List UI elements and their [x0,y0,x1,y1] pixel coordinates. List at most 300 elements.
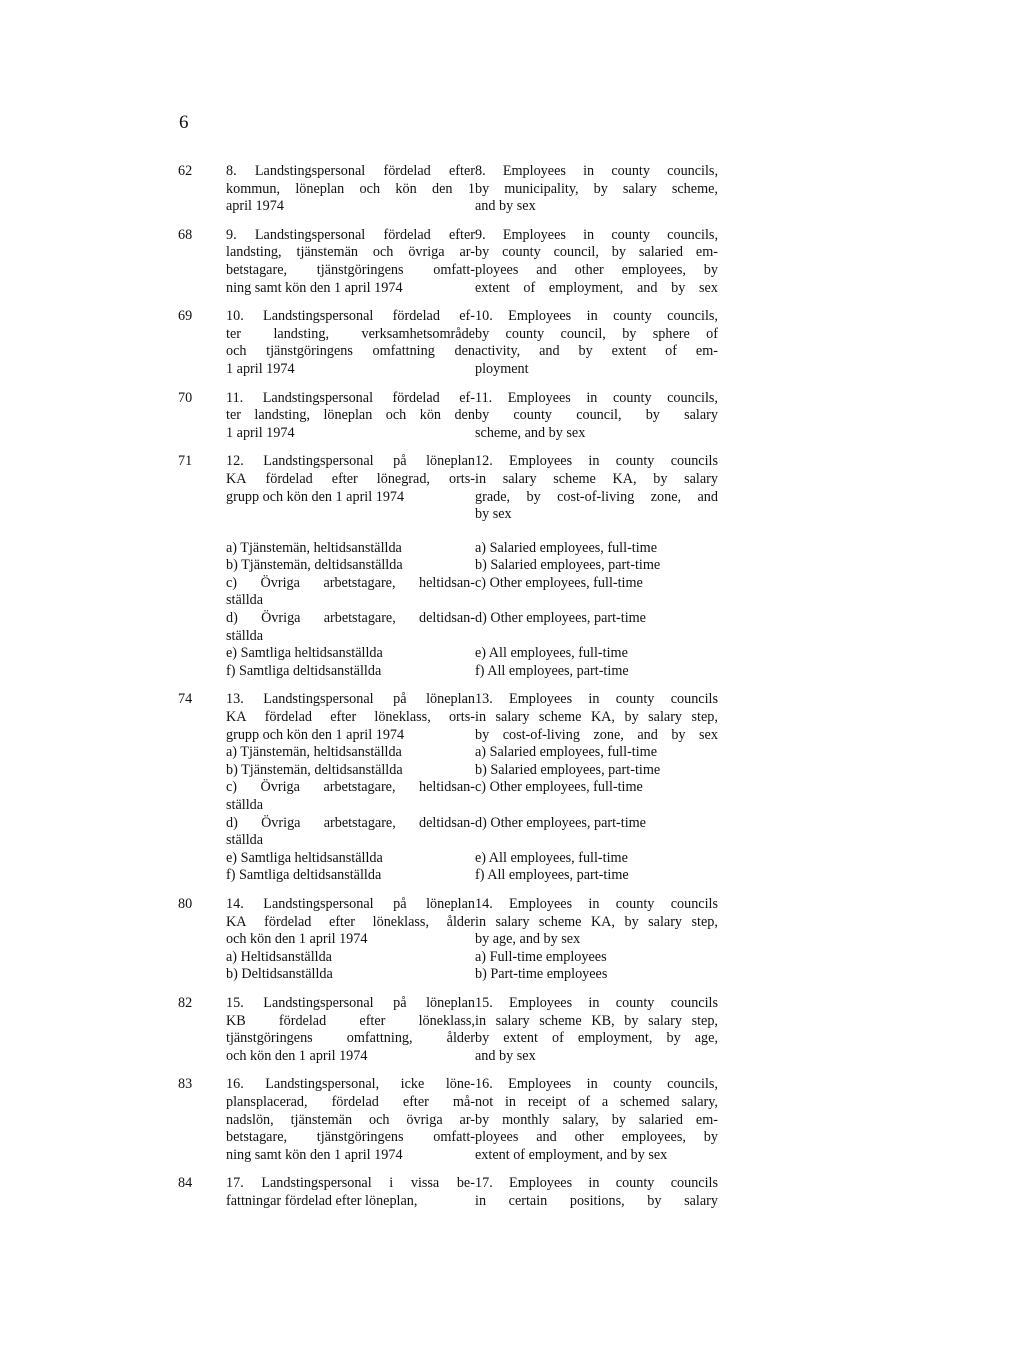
toc-line: april 1974 [226,198,284,215]
toc-word: efter [359,1012,386,1029]
toc-page-ref: 71 [178,453,193,470]
toc-word: by [671,279,686,296]
toc-line: a) Tjänstemän, heltidsanställda [226,539,402,556]
toc-word: schemed [619,1093,670,1110]
toc-line [475,181,718,199]
toc-word: in [475,709,487,726]
toc-line [475,1112,718,1130]
toc-line [226,262,475,280]
toc-word: by [475,180,490,197]
toc-line [226,914,475,932]
toc-word: in [475,1012,487,1029]
toc-line [226,163,475,181]
toc-word: heltidsan- [419,574,475,591]
toc-line [226,453,475,471]
toc-word: councils [670,994,718,1011]
toc-line [475,995,718,1013]
toc-word: ålder [446,1030,475,1047]
toc-word: löneplan [323,407,373,424]
toc-word: by [475,1111,490,1128]
toc-word: c) [226,779,238,796]
toc-line [226,1112,475,1130]
toc-entry-swedish [226,896,475,984]
toc-word: d) [226,814,238,831]
toc-word: fördelad [264,709,312,726]
toc-line: ployment [475,360,529,377]
toc-line: fattningar fördelad efter löneplan, [226,1192,418,1209]
toc-line [475,832,718,850]
toc-word: salary [495,913,530,930]
toc-line [475,390,718,408]
toc-word: Övriga [260,779,300,796]
toc-word: Employees [502,226,566,243]
toc-word: och [359,180,381,197]
toc-word: Employees [502,163,566,179]
toc-line [475,1129,718,1147]
toc-word: på [393,691,407,708]
toc-line: 1 april 1974 [226,360,295,377]
toc-line: d) Other employees, part-time [475,814,646,831]
toc-word: by [653,470,668,487]
toc-word: nadslön, [226,1111,274,1128]
toc-line [226,407,475,425]
toc-word: sphere [652,325,690,342]
toc-line: f) Samtliga deltidsanställda [226,662,382,679]
toc-word: municipality, [504,180,579,197]
toc-word: by [611,244,626,261]
toc-word: kommun, [226,180,280,197]
toc-line [226,1094,475,1112]
toc-word: councils, [667,226,718,243]
toc-word: deltidsan- [419,814,475,831]
toc-word: scheme [538,709,582,726]
toc-line: e) Samtliga heltidsanställda [226,645,383,662]
toc-word: Landstingspersonal [262,389,374,406]
toc-line: ning samt kön den 1 april 1974 [226,279,403,296]
toc-word: in [588,895,600,912]
toc-word: omfattning [372,343,435,360]
toc-word: by [624,709,639,726]
toc-line [226,691,475,709]
toc-word: på [393,994,407,1011]
toc-word: salary, [681,1093,718,1110]
toc-word: in [586,1076,598,1093]
toc-entry-swedish [226,308,475,378]
toc-line [475,914,718,932]
toc-word: 15. [226,994,244,1011]
toc-word: 8. [226,163,237,179]
toc-line: a) Salaried employees, full-time [475,744,658,761]
toc-entry-swedish [226,390,475,443]
toc-line [475,471,718,489]
toc-line [475,453,718,471]
toc-line [475,227,718,245]
toc-line: f) All employees, part-time [475,867,629,884]
toc-word: och [372,244,394,261]
toc-word: council, [553,244,599,261]
toc-word: löneklass, [372,913,430,930]
toc-entry-english [475,995,718,1065]
toc-word: cost-of-living [502,726,580,743]
toc-line [226,896,475,914]
toc-word: scheme [538,913,582,930]
toc-word: 12. [226,453,244,470]
toc-word: 10. [226,308,244,325]
toc-word: by [475,407,490,424]
toc-line [475,163,718,181]
toc-word: by [666,1030,681,1047]
toc-word: em- [695,1111,718,1128]
toc-word: löneplan [426,994,475,1011]
toc-word: county [615,994,655,1011]
toc-row [178,453,718,523]
toc-line: a) Salaried employees, full-time [475,539,658,556]
toc-line [226,308,475,326]
toc-word: by [475,325,490,342]
toc-line [475,407,718,425]
toc-entry-english [475,1076,718,1164]
toc-word: på [393,895,407,912]
toc-word: Employees [507,389,571,406]
toc-word: tjänstgöringens [266,343,353,360]
toc-page-ref: 69 [178,308,193,325]
toc-word: county [513,407,552,424]
toc-page-ref: 68 [178,226,193,243]
toc-line: ställda [226,832,264,849]
toc-word: lönegrad, [376,470,430,487]
toc-line [475,343,718,361]
toc-word: ployees [475,261,519,278]
toc-word: county [613,1076,652,1093]
toc-line [226,995,475,1013]
toc-word: employees, [621,1129,686,1146]
toc-word: Employees [508,1076,572,1093]
toc-page-ref: 82 [178,994,193,1011]
toc-line [475,592,718,610]
toc-word: kön [395,180,417,197]
toc-page-ref: 62 [178,163,193,179]
toc-word: county [505,325,545,342]
row-spacer [178,524,718,540]
toc-line [226,1030,475,1048]
toc-word: county [615,691,655,708]
toc-row [178,540,718,681]
toc-word: salary [648,913,683,930]
toc-line [475,1094,718,1112]
toc-row [178,227,718,297]
toc-word: KA, [612,470,637,487]
toc-word: salary, [562,1111,599,1128]
toc-word: kön [419,407,441,424]
toc-word: cost-of-living [557,488,635,505]
toc-row [178,1076,718,1164]
toc-word: Landstingspersonal [263,895,374,912]
toc-word: KB [226,1012,246,1029]
toc-word: och [385,407,407,424]
toc-word: in [588,691,600,708]
toc-line [475,308,718,326]
toc-word: in [586,389,598,406]
row-spacer [178,984,718,995]
toc-word: by [703,1129,718,1146]
toc-line [475,262,718,280]
toc-word: 13. [475,691,493,708]
toc-word: positions, [569,1192,625,1209]
toc-line [475,1076,718,1094]
toc-word: tjänstgöringens [226,1030,313,1047]
toc-word: 16. [226,1076,244,1093]
toc-line [475,727,718,745]
toc-word: by [611,1111,626,1128]
toc-entry-english [475,691,718,885]
toc-word: 14. [226,895,244,912]
toc-line [226,779,475,797]
toc-word: by [703,261,718,278]
toc-word: councils, [667,308,718,325]
toc-word: scheme [539,1012,582,1029]
toc-word: Landstingspersonal [263,994,374,1011]
toc-line [226,1129,475,1147]
toc-entry-english [475,390,718,443]
toc-line [475,797,718,815]
toc-word: verksamhetsområde [361,325,475,342]
toc-line [226,471,475,489]
toc-word: salary [495,1012,530,1029]
toc-word: in [583,226,595,243]
toc-word: tjänstgöringens [316,1129,404,1146]
toc-word: Employees [509,994,573,1011]
toc-word: löneklass, [418,1012,475,1029]
toc-word: councils, [667,389,718,406]
toc-word: efter [449,226,475,243]
toc-word: salaried [638,1111,683,1128]
toc-word: salary [502,470,537,487]
toc-line: by age, and by sex [475,931,581,948]
toc-word: extent [503,1030,538,1047]
row-spacer [178,885,718,896]
toc-line: f) Samtliga deltidsanställda [226,867,382,884]
toc-word: zone, [650,488,682,505]
toc-line [226,343,475,361]
toc-line [475,326,718,344]
toc-word: Landstingspersonal [263,453,374,470]
row-spacer [178,216,718,227]
toc-word: KA, [590,709,615,726]
toc-word: councils [670,453,718,470]
toc-line [226,610,475,628]
toc-word: 11. [475,389,493,406]
toc-word: vissa [410,1175,440,1192]
toc-word: 9. [475,226,486,243]
toc-entry-swedish [226,163,475,216]
toc-word: salary [684,407,718,424]
toc-page-ref: 74 [178,691,193,708]
toc-row [178,691,718,885]
toc-line [475,1013,718,1031]
toc-word: ålder [446,913,475,930]
toc-word: salary [648,1012,682,1029]
toc-word: other [574,261,604,278]
toc-line [475,280,718,298]
toc-line: ning samt kön den 1 april 1974 [226,1146,403,1163]
toc-word: KA [226,709,247,726]
toc-word: löne- [445,1076,475,1093]
toc-word: betstagare, [226,1129,288,1146]
toc-word: omfatt- [433,1129,475,1146]
row-spacer [178,442,718,453]
toc-word: in [475,913,487,930]
toc-row [178,163,718,216]
toc-word: löneplan [426,895,475,912]
toc-entry-swedish [226,1076,475,1164]
toc-entry-swedish [226,227,475,297]
toc-word: Employees [509,895,573,912]
toc-line: and by sex [475,1047,536,1064]
toc-page-ref: 80 [178,895,193,912]
toc-word: councils [670,895,718,912]
toc-word: by [578,343,593,360]
toc-word: of [578,1093,591,1110]
toc-word: arbetstagare, [323,779,396,796]
toc-word: den [432,180,453,197]
toc-word: 1 [467,180,475,197]
toc-word: by [624,913,639,930]
toc-entry-english [475,308,718,378]
toc-word: efter [449,163,475,179]
toc-word: deltidsan- [419,610,475,627]
toc-word: KB, [591,1012,615,1029]
toc-word: county [502,244,541,261]
toc-word: efter [402,1093,429,1110]
toc-word: age, [694,1030,718,1047]
toc-line [475,1193,718,1211]
toc-word: Landstingspersonal [263,691,374,708]
toc-entry-english [475,227,718,297]
toc-word: employees, [621,261,686,278]
toc-line: c) Other employees, full-time [475,779,643,796]
toc-entry-english [475,896,718,984]
toc-word: scheme [553,470,596,487]
toc-page-ref: 83 [178,1076,193,1093]
toc-row [178,308,718,378]
toc-word: fördelad [278,1012,327,1029]
toc-line [226,1076,475,1094]
row-spacer [178,1164,718,1175]
toc-word: councils [670,1175,718,1192]
toc-word: ter [226,325,241,342]
toc-word: in [588,1175,600,1192]
toc-entry-swedish [226,1175,475,1210]
row-spacer [178,680,718,691]
toc-line [475,896,718,914]
toc-word: em- [695,244,718,261]
toc-word: salary [684,1192,718,1209]
toc-line [226,1013,475,1031]
toc-word: in [504,1093,516,1110]
toc-word: in [586,308,598,325]
toc-entry-english [475,540,718,681]
toc-line [226,709,475,727]
toc-word: extent [475,279,510,296]
toc-word: den [454,407,475,424]
toc-line: grupp och kön den 1 april 1974 [226,488,405,505]
toc-word: by [593,180,608,197]
toc-word: den [454,343,475,360]
toc-line [226,227,475,245]
toc-word: och [368,1111,390,1128]
toc-word: 11. [226,389,244,406]
toc-word: certain [508,1192,548,1209]
toc-word: and [539,343,560,360]
toc-row [178,1175,718,1210]
toc-word: a [601,1093,609,1110]
toc-word: ar- [459,244,475,261]
toc-word: d) [226,610,238,627]
toc-word: activity, [475,343,521,360]
toc-word: by [647,1192,662,1209]
toc-word: in [588,994,600,1011]
toc-line: e) All employees, full-time [475,645,628,662]
toc-word: Employees [509,1175,573,1192]
toc-line [226,390,475,408]
toc-word: fördelad [383,226,431,243]
toc-word: county [612,389,652,406]
toc-word: salaried [638,244,683,261]
toc-word: zone, [593,726,624,743]
toc-word: extent [611,343,647,360]
toc-word: Employees [508,308,572,325]
toc-word: ef- [459,308,475,325]
toc-word: employment, [548,279,624,296]
toc-page-ref: 84 [178,1175,193,1192]
toc-word: scheme, [671,180,718,197]
toc-line [475,244,718,262]
toc-entry-swedish [226,540,475,681]
toc-word: tjänstemän [290,1111,353,1128]
toc-line: d) Other employees, part-time [475,610,646,627]
toc-word: council, [560,325,606,342]
toc-word: omfattning, [346,1030,413,1047]
toc-page-ref: 70 [178,389,193,406]
toc-word: county [615,453,655,470]
toc-line: b) Tjänstemän, deltidsanställda [226,557,403,574]
toc-word: Landstingspersonal [254,226,366,243]
toc-word: by [475,1030,490,1047]
toc-word: of [665,343,677,360]
toc-line [226,181,475,199]
toc-word: of [523,279,536,296]
toc-word: and [637,726,658,743]
toc-word: by [624,1012,639,1029]
toc-word: salary [495,709,530,726]
toc-word: by [671,726,686,743]
toc-word: må- [452,1093,475,1110]
toc-word: orts- [448,470,475,487]
toc-word: sex [699,726,718,743]
toc-entry-swedish [226,995,475,1065]
row-spacer [178,1065,718,1076]
toc-word: i [389,1175,394,1192]
toc-word: 15. [475,994,493,1011]
toc-word: Landstingspersonal [254,163,366,179]
toc-word: receipt [527,1093,567,1110]
toc-word: Övriga [260,574,300,591]
toc-word: in [583,163,595,179]
toc-word: grade, [475,488,511,505]
toc-word: and [536,1129,557,1146]
toc-word: 12. [475,453,493,470]
toc-word: by [475,244,490,261]
